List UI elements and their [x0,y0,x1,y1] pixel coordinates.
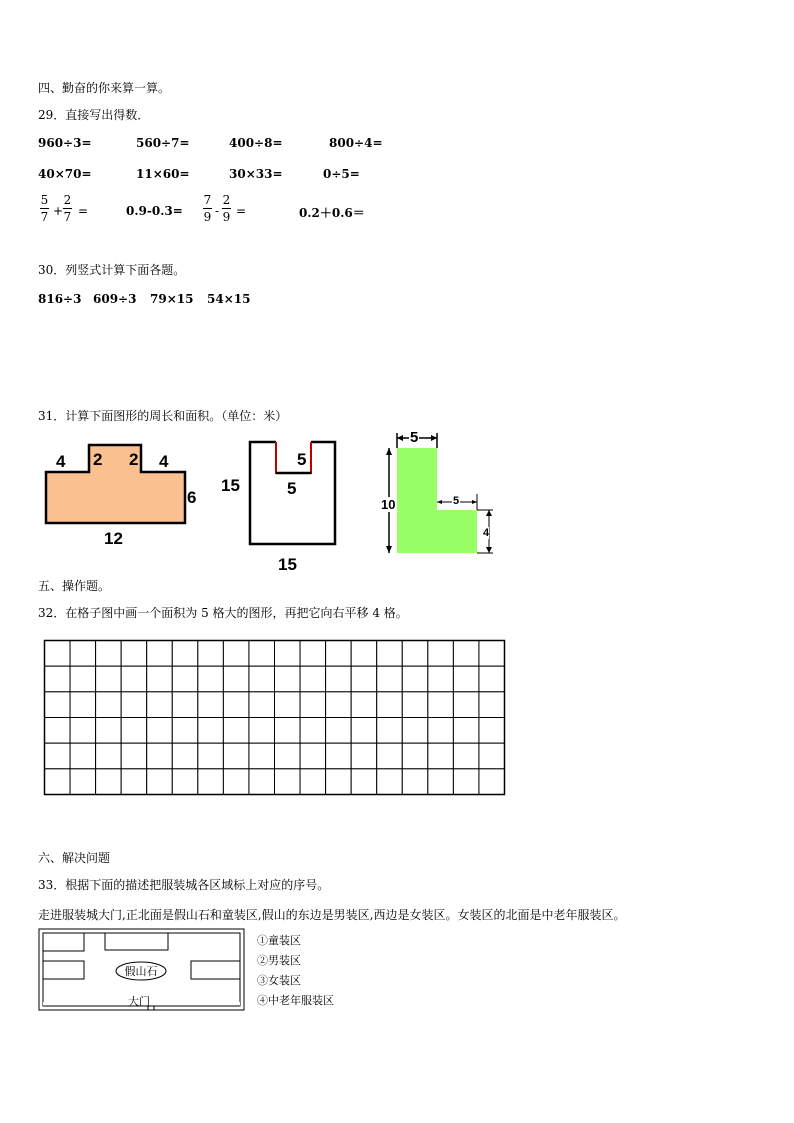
zone-west[interactable] [43,961,84,979]
dim-label: 5 [410,429,419,446]
legend-item: ③女装区 [257,974,301,987]
plus-sign: + [53,204,64,218]
fraction [40,193,49,224]
denominator: 7 [63,210,72,224]
grid-cell[interactable] [300,692,326,718]
grid-cell[interactable] [45,743,71,769]
grid-cell[interactable] [249,769,275,795]
grid-cell[interactable] [300,718,326,744]
drawing-grid[interactable] [43,639,507,797]
grid-cell[interactable] [45,769,71,795]
q29-title: 29．直接写出得数． [38,108,150,122]
grid-cell[interactable] [428,743,454,769]
grid-cell[interactable] [121,769,147,795]
grid-cell[interactable] [121,743,147,769]
calc-item: 30×33= [229,167,283,181]
grid-cell[interactable] [147,718,173,744]
section-6-title: 六、解决问题 [38,851,111,865]
grid-cell[interactable] [172,641,198,667]
minus-sign: - [215,204,220,218]
grid-cell[interactable] [70,641,96,667]
numerator: 2 [63,193,72,207]
numerator: 2 [222,193,231,207]
grid-cell[interactable] [172,692,198,718]
vertical-calc-item: 609÷3 [93,292,137,306]
grid-cell[interactable] [479,692,505,718]
grid-cell[interactable] [453,641,479,667]
calc-item: 0.9-0.3= [126,204,183,218]
gate-label: 大门 [128,995,150,1008]
grid-cell[interactable] [479,641,505,667]
grid-cell[interactable] [45,718,71,744]
q33-description: 走进服装城大门,正北面是假山石和童装区,假山的东边是男装区,西边是女装区。女装区的北面是中老年服装区。 [38,908,626,922]
rockery-label: 假山石 [124,965,158,978]
equals-sign: = [236,204,247,218]
legend-item: ①童装区 [257,934,301,947]
grid-cell[interactable] [198,743,224,769]
grid-cell[interactable] [147,641,173,667]
calc-item: 40×70= [38,167,92,181]
grid-cell[interactable] [249,718,275,744]
grid-cell[interactable] [70,743,96,769]
dim-label: 12 [104,529,123,548]
section-4-title: 四、勤奋的你来算一算。 [38,81,171,95]
q31-title: 31．计算下面图形的周长和面积。（单位：米） [38,409,288,423]
equals-sign: = [78,204,89,218]
grid-cell[interactable] [121,641,147,667]
grid-cell[interactable] [249,692,275,718]
grid-cell[interactable] [453,743,479,769]
legend-item: ④中老年服装区 [257,994,334,1007]
zone-northwest[interactable] [43,933,84,951]
calc-item: 560÷7= [136,136,190,150]
section-5-title: 五、操作题。 [38,579,111,593]
grid-cell[interactable] [121,692,147,718]
grid-cell[interactable] [45,666,71,692]
grid-cell[interactable] [70,692,96,718]
grid-cell[interactable] [198,666,224,692]
grid-cell[interactable] [223,641,249,667]
calc-item: 800÷4= [329,136,383,150]
legend-item: ②男装区 [257,954,301,967]
grid-cell[interactable] [96,692,122,718]
grid-cell[interactable] [351,692,377,718]
grid-cell[interactable] [453,718,479,744]
grid-cell[interactable] [172,718,198,744]
grid-cell[interactable] [377,666,403,692]
grid-cell[interactable] [96,641,122,667]
grid-cell[interactable] [351,666,377,692]
fraction [203,193,212,224]
grid-cell[interactable] [249,743,275,769]
grid-cell[interactable] [121,666,147,692]
grid-cell[interactable] [223,769,249,795]
grid-cell[interactable] [453,692,479,718]
dim-label: 4 [56,452,66,471]
vertical-calc-item: 54×15 [207,292,251,306]
grid-cell[interactable] [377,641,403,667]
grid-cell[interactable] [198,769,224,795]
q30-title: 30．列竖式计算下面各题。 [38,263,186,277]
calc-item: 0.2＋0.6＝ [299,206,365,220]
grid-cell[interactable] [70,666,96,692]
grid-cell[interactable] [147,666,173,692]
grid-cell[interactable] [377,769,403,795]
grid-cell[interactable] [249,641,275,667]
grid-cell[interactable] [275,743,301,769]
grid-cell[interactable] [300,641,326,667]
grid-cell[interactable] [326,743,352,769]
grid-cell[interactable] [402,666,428,692]
dim-label: 4 [483,527,490,539]
grid-cell[interactable] [326,666,352,692]
zone-north[interactable] [105,933,168,950]
grid-cell[interactable] [453,666,479,692]
grid-cell[interactable] [402,743,428,769]
dim-label: 15 [278,555,297,574]
grid-cell[interactable] [147,692,173,718]
grid-cell[interactable] [300,666,326,692]
dim-label: 5 [287,479,297,498]
grid-cell[interactable] [172,769,198,795]
grid-cell[interactable] [70,718,96,744]
calc-item: 960÷3= [38,136,92,150]
grid-cell[interactable] [479,743,505,769]
grid-cell[interactable] [402,769,428,795]
grid-cell[interactable] [96,769,122,795]
grid-cell[interactable] [147,743,173,769]
grid-cell[interactable] [223,666,249,692]
grid-cell[interactable] [275,718,301,744]
grid-cell[interactable] [453,769,479,795]
grid-cell[interactable] [428,718,454,744]
denominator: 9 [203,210,212,224]
dim-label: 4 [159,452,169,471]
fraction [222,193,231,224]
grid-cell[interactable] [275,692,301,718]
vertical-calc-item: 79×15 [150,292,194,306]
grid-cell[interactable] [351,769,377,795]
grid-cell[interactable] [172,743,198,769]
grid-cell[interactable] [351,743,377,769]
grid-cell[interactable] [275,641,301,667]
grid-cell[interactable] [198,692,224,718]
grid-cell[interactable] [198,641,224,667]
grid-cell[interactable] [172,666,198,692]
grid-cell[interactable] [275,769,301,795]
grid-cell[interactable] [479,718,505,744]
grid-cell[interactable] [326,769,352,795]
grid-cell[interactable] [402,718,428,744]
denominator: 7 [40,210,49,224]
grid-cell[interactable] [402,692,428,718]
grid-cell[interactable] [70,769,96,795]
numerator: 7 [203,193,212,207]
grid-cell[interactable] [326,692,352,718]
grid-cell[interactable] [223,743,249,769]
dim-label: 5 [453,495,460,507]
figure-l-shape [375,428,500,560]
l-shape [397,448,477,553]
grid-cell[interactable] [96,718,122,744]
q32-title: 32．在格子图中画一个面积为 5 格大的图形，再把它向右平移 4 格。 [38,606,408,620]
q33-title: 33．根据下面的描述把服装城各区域标上对应的序号。 [38,878,330,892]
grid-cell[interactable] [479,769,505,795]
grid-cell[interactable] [402,641,428,667]
calc-item: 0÷5= [323,167,360,181]
grid-cell[interactable] [326,718,352,744]
grid-cell[interactable] [377,718,403,744]
grid-cell[interactable] [223,718,249,744]
calc-item: 11×60= [136,167,190,181]
grid-cell[interactable] [479,666,505,692]
vertical-calc-item: 816÷3 [38,292,82,306]
grid-cell[interactable] [428,666,454,692]
grid-cell[interactable] [45,692,71,718]
dim-label: 2 [93,450,103,469]
dim-label: 5 [297,450,307,469]
grid-cell[interactable] [300,743,326,769]
dim-label: 2 [129,450,139,469]
grid-cell[interactable] [300,769,326,795]
grid-cell[interactable] [223,692,249,718]
grid-cell[interactable] [45,641,71,667]
dim-label: 6 [187,488,197,507]
dim-label: 10 [381,497,396,512]
grid-cell[interactable] [377,692,403,718]
grid-cell[interactable] [275,666,301,692]
fraction [63,193,72,224]
dim-label: 15 [221,476,240,495]
denominator: 9 [222,210,231,224]
grid-cell[interactable] [428,692,454,718]
grid-cell[interactable] [249,666,275,692]
calc-item: 400÷8= [229,136,283,150]
grid-cell[interactable] [351,641,377,667]
grid-cell[interactable] [121,718,147,744]
grid-cell[interactable] [198,718,224,744]
grid-cell[interactable] [96,743,122,769]
grid-cell[interactable] [147,769,173,795]
zone-east[interactable] [191,961,240,979]
grid-cell[interactable] [351,718,377,744]
grid-cell[interactable] [326,641,352,667]
grid-cell[interactable] [428,641,454,667]
grid-cell[interactable] [377,743,403,769]
grid-cell[interactable] [428,769,454,795]
numerator: 5 [40,193,49,207]
grid-cell[interactable] [96,666,122,692]
